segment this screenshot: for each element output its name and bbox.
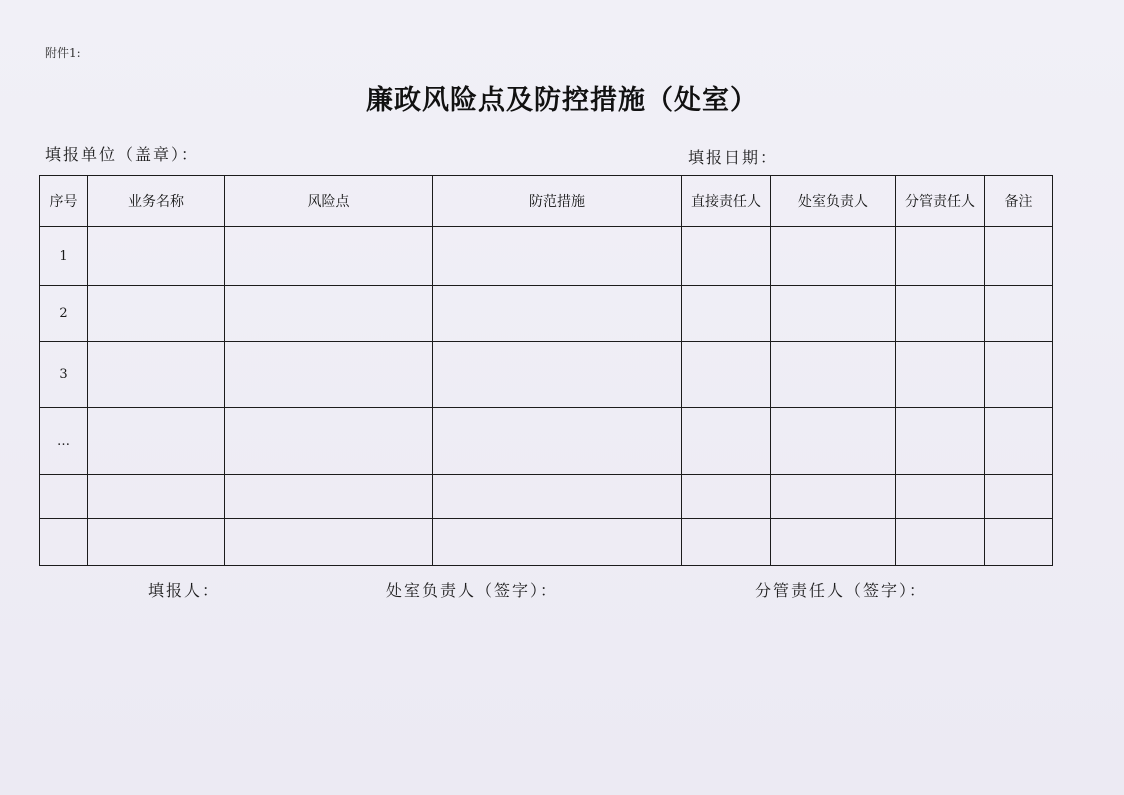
table-cell[interactable] [682,342,771,408]
table-cell[interactable] [433,408,682,475]
table-cell[interactable] [682,475,771,519]
row-number: … [40,408,88,475]
header-row [40,176,1053,227]
table-cell[interactable] [985,475,1053,519]
table-row [40,475,1053,519]
risk-table [39,175,1053,566]
table-cell[interactable] [985,408,1053,475]
fill-unit-label: 填报单位（盖章）： [45,145,200,164]
table-row [40,408,1053,475]
table-row [40,342,1053,408]
table-cell[interactable] [433,342,682,408]
table-row [40,227,1053,286]
document-title: 廉政风险点及防控措施（处室） [366,85,758,116]
office-head-signature-label: 处室负责人（签字）： [386,581,559,600]
row-number: 1 [40,227,88,286]
header-office-head: 处室负责人 [771,176,896,227]
table-cell[interactable] [225,475,433,519]
header-seq: 序号 [40,176,88,227]
table-cell[interactable] [433,519,682,566]
row-number [40,519,88,566]
table-cell[interactable] [896,408,985,475]
table-cell[interactable] [682,519,771,566]
table-cell[interactable] [88,519,225,566]
table-cell[interactable] [225,519,433,566]
supervisor-signature-label: 分管责任人（签字）： [755,581,928,600]
table-cell[interactable] [433,475,682,519]
table-cell[interactable] [88,342,225,408]
table-cell[interactable] [225,286,433,342]
header-direct-responsible: 直接责任人 [682,176,771,227]
fill-date-label: 填报日期： [688,148,779,167]
table-cell[interactable] [985,519,1053,566]
table-cell[interactable] [682,227,771,286]
table-cell[interactable] [88,227,225,286]
table-cell[interactable] [225,342,433,408]
table-cell[interactable] [771,408,896,475]
table-cell[interactable] [771,286,896,342]
row-number [40,475,88,519]
table-cell[interactable] [771,475,896,519]
table-cell[interactable] [682,286,771,342]
filler-label: 填报人： [148,581,221,600]
table-cell[interactable] [985,342,1053,408]
table-cell[interactable] [88,286,225,342]
header-remarks: 备注 [985,176,1053,227]
header-business-name: 业务名称 [88,176,225,227]
header-supervisor: 分管责任人 [896,176,985,227]
table-cell[interactable] [771,227,896,286]
table-cell[interactable] [433,286,682,342]
table-row [40,519,1053,566]
table-cell[interactable] [896,286,985,342]
table-cell[interactable] [896,227,985,286]
table-cell[interactable] [985,286,1053,342]
table-cell[interactable] [985,227,1053,286]
table-cell[interactable] [896,519,985,566]
table-cell[interactable] [88,475,225,519]
table-cell[interactable] [433,227,682,286]
table-cell[interactable] [682,408,771,475]
row-number: 2 [40,286,88,342]
table-cell[interactable] [896,475,985,519]
row-number: 3 [40,342,88,408]
table-cell[interactable] [896,342,985,408]
table-row [40,286,1053,342]
table-cell[interactable] [771,342,896,408]
attachment-label: 附件1: [45,46,81,60]
table-cell[interactable] [771,519,896,566]
header-risk-point: 风险点 [225,176,433,227]
table-cell[interactable] [225,408,433,475]
table-cell[interactable] [88,408,225,475]
table-cell[interactable] [225,227,433,286]
header-prevention-measures: 防范措施 [433,176,682,227]
